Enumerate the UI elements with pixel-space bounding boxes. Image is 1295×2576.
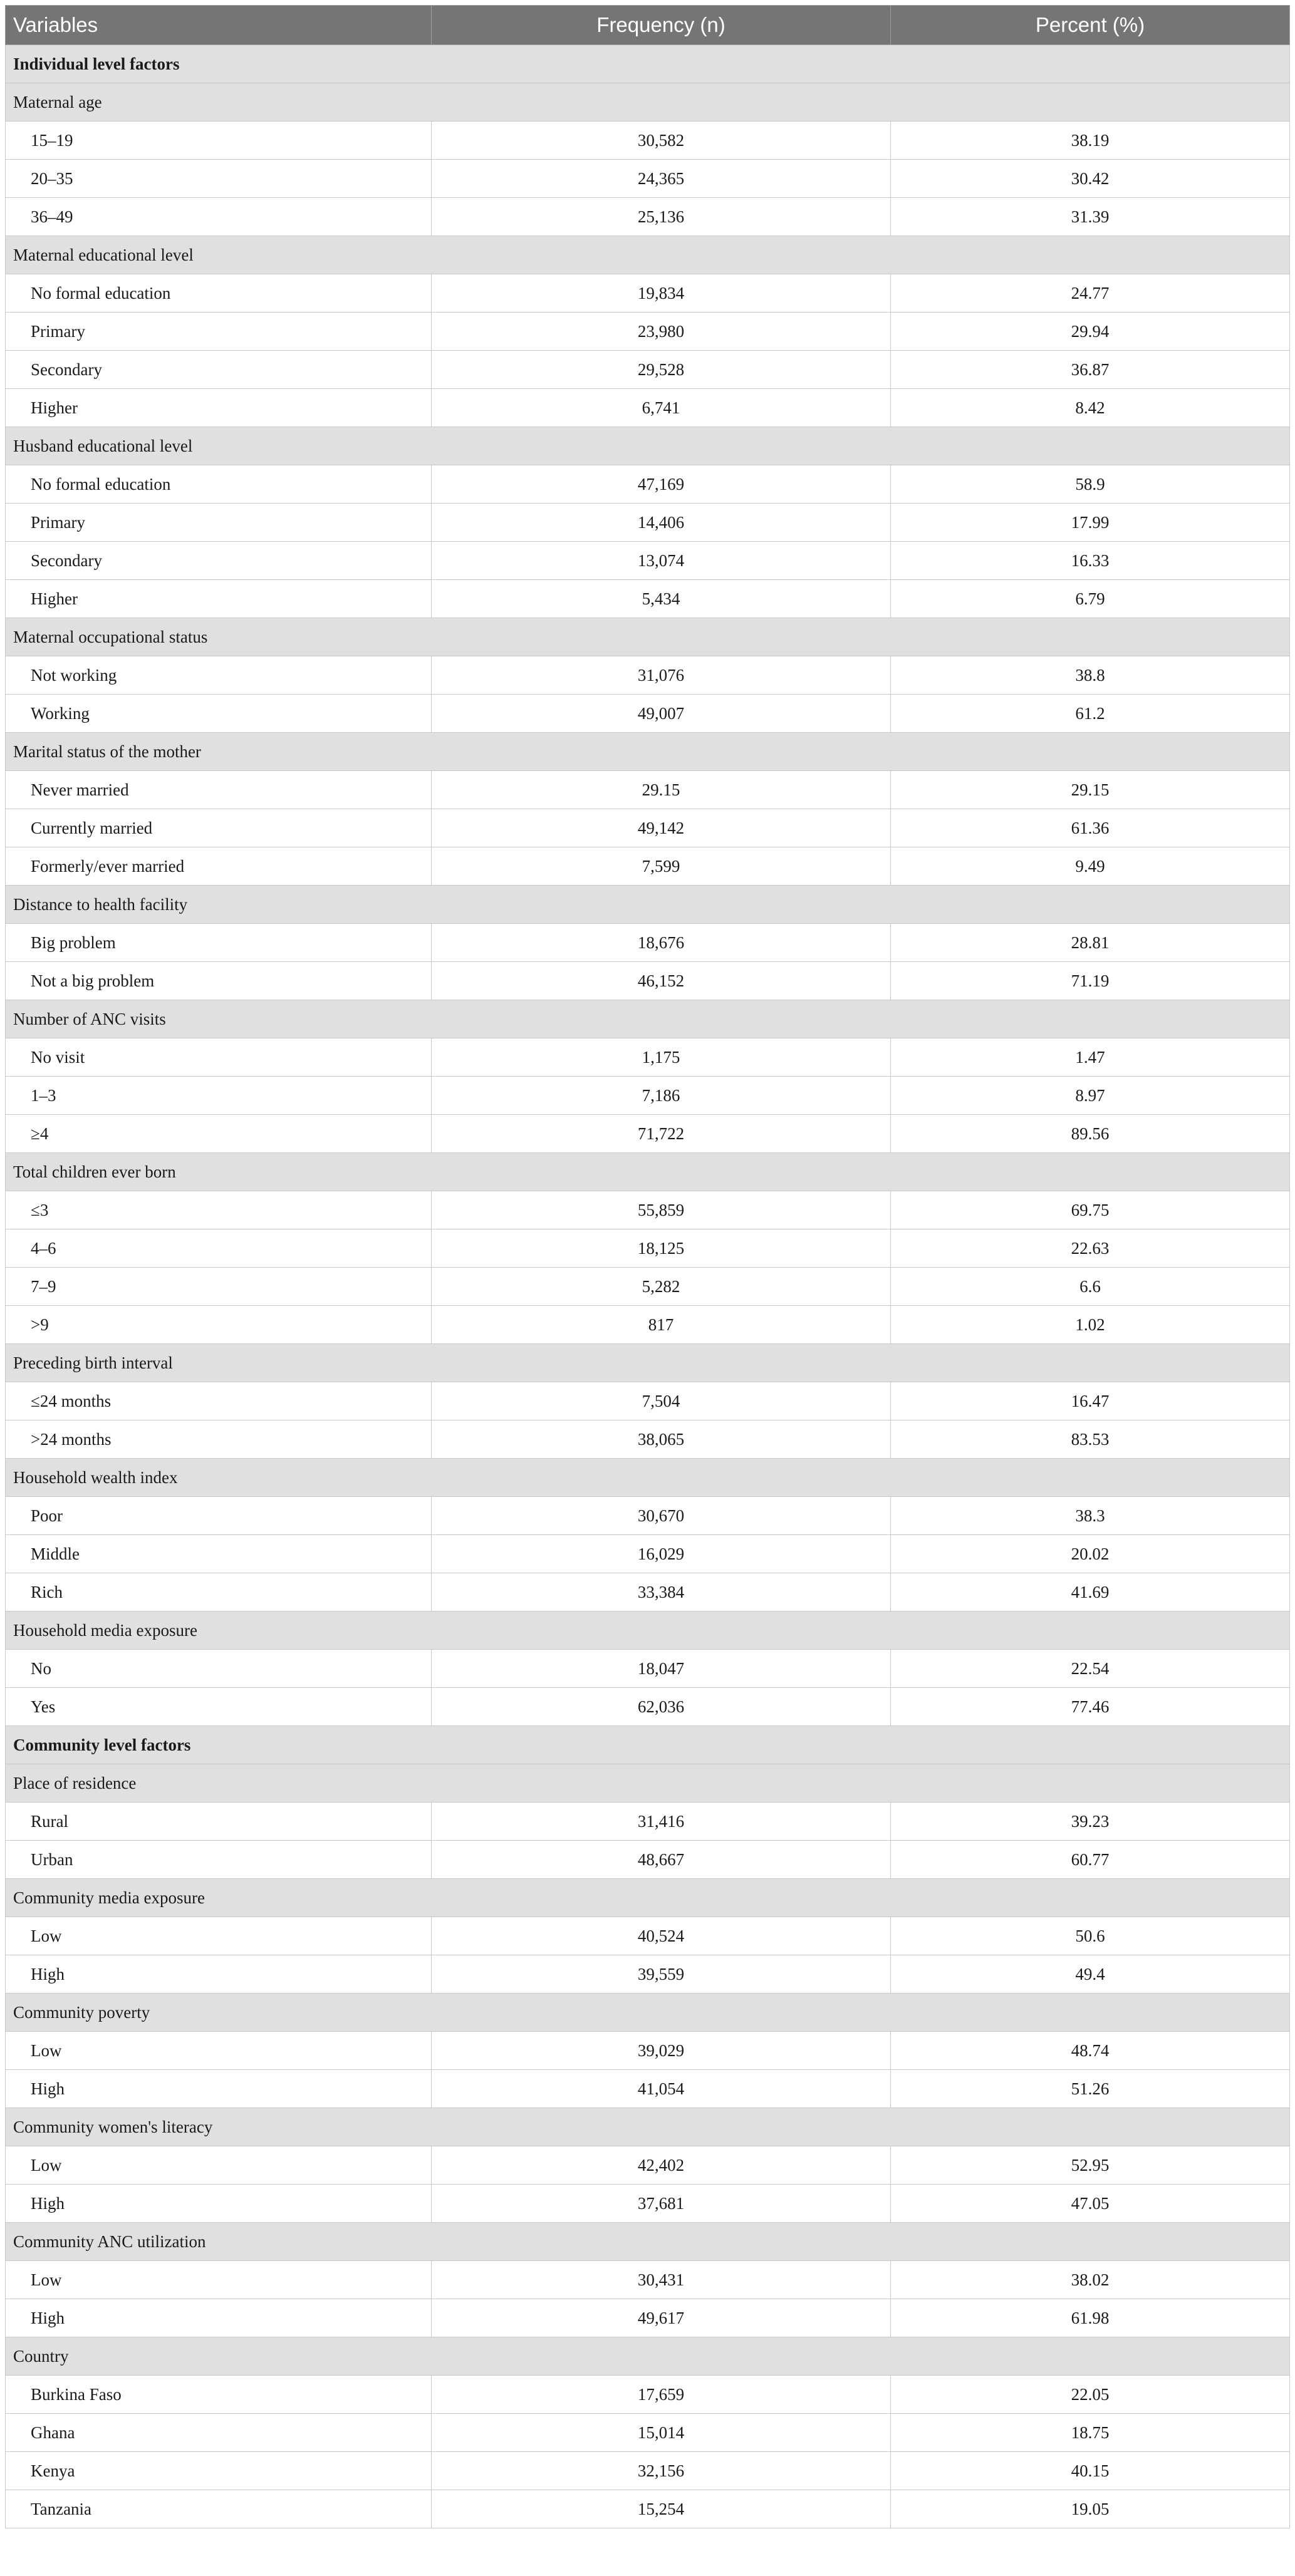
section-header-row	[6, 45, 1290, 83]
frequency-cell: 25,136	[432, 198, 891, 236]
frequency-cell: 30,431	[432, 2261, 891, 2299]
table-row	[6, 198, 1290, 236]
frequency-cell: 817	[432, 1306, 891, 1344]
percent-cell: 9.49	[891, 847, 1290, 886]
percent-cell: 38.19	[891, 122, 1290, 160]
percent-cell: 49.4	[891, 1955, 1290, 1994]
table-row	[6, 580, 1290, 618]
table-row	[6, 465, 1290, 504]
percent-cell: 36.87	[891, 351, 1290, 389]
percent-cell: 30.42	[891, 160, 1290, 198]
percent-cell: 50.6	[891, 1917, 1290, 1955]
row-label: Higher	[6, 580, 432, 618]
group-label: Country	[6, 2337, 1290, 2376]
percent-cell: 19.05	[891, 2490, 1290, 2528]
table-row	[6, 1191, 1290, 1229]
group-header-row	[6, 1611, 1290, 1650]
frequency-cell: 1,175	[432, 1038, 891, 1077]
row-label: Yes	[6, 1688, 432, 1726]
percent-cell: 29.15	[891, 771, 1290, 809]
section-header-row	[6, 1726, 1290, 1764]
frequency-cell: 7,186	[432, 1077, 891, 1115]
percent-cell: 8.97	[891, 1077, 1290, 1115]
header-frequency: Frequency (n)	[432, 6, 891, 45]
group-label: Maternal educational level	[6, 236, 1290, 274]
table-row	[6, 1803, 1290, 1841]
frequency-cell: 24,365	[432, 160, 891, 198]
row-label: >24 months	[6, 1420, 432, 1459]
group-label: Husband educational level	[6, 427, 1290, 465]
table-row	[6, 809, 1290, 847]
frequency-cell: 23,980	[432, 313, 891, 351]
row-label: Low	[6, 2261, 432, 2299]
percent-cell: 41.69	[891, 1573, 1290, 1611]
percent-cell: 1.47	[891, 1038, 1290, 1077]
table-row	[6, 1688, 1290, 1726]
row-label: Poor	[6, 1497, 432, 1535]
group-label: Community poverty	[6, 1994, 1290, 2032]
table-row	[6, 1841, 1290, 1879]
row-label: Burkina Faso	[6, 2376, 432, 2414]
group-header-row	[6, 1994, 1290, 2032]
section-label: Community level factors	[6, 1726, 1290, 1764]
percent-cell: 61.98	[891, 2299, 1290, 2337]
percent-cell: 48.74	[891, 2032, 1290, 2070]
table-row	[6, 2146, 1290, 2185]
frequency-cell: 18,125	[432, 1229, 891, 1268]
group-label: Community ANC utilization	[6, 2223, 1290, 2261]
group-header-row	[6, 618, 1290, 656]
group-label: Number of ANC visits	[6, 1000, 1290, 1038]
frequency-cell: 13,074	[432, 542, 891, 580]
table-row	[6, 1268, 1290, 1306]
frequency-cell: 41,054	[432, 2070, 891, 2108]
row-label: Tanzania	[6, 2490, 432, 2528]
frequency-cell: 71,722	[432, 1115, 891, 1153]
table-row	[6, 1573, 1290, 1611]
frequency-cell: 38,065	[432, 1420, 891, 1459]
percent-cell: 58.9	[891, 465, 1290, 504]
group-header-row	[6, 2223, 1290, 2261]
table-row	[6, 2185, 1290, 2223]
frequency-cell: 42,402	[432, 2146, 891, 2185]
frequency-cell: 15,014	[432, 2414, 891, 2452]
group-label: Marital status of the mother	[6, 733, 1290, 771]
table-row	[6, 1535, 1290, 1573]
table-row	[6, 389, 1290, 427]
frequency-cell: 31,416	[432, 1803, 891, 1841]
row-label: Higher	[6, 389, 432, 427]
table-row	[6, 2490, 1290, 2528]
group-header-row	[6, 1879, 1290, 1917]
table-row	[6, 1917, 1290, 1955]
frequency-cell: 49,142	[432, 809, 891, 847]
row-label: Kenya	[6, 2452, 432, 2490]
row-label: High	[6, 2070, 432, 2108]
row-label: High	[6, 1955, 432, 1994]
percent-cell: 24.77	[891, 274, 1290, 313]
row-label: Secondary	[6, 542, 432, 580]
frequency-cell: 17,659	[432, 2376, 891, 2414]
group-header-row	[6, 1764, 1290, 1803]
frequency-cell: 29,528	[432, 351, 891, 389]
row-label: Big problem	[6, 924, 432, 962]
percent-cell: 61.2	[891, 695, 1290, 733]
group-label: Total children ever born	[6, 1153, 1290, 1191]
row-label: Never married	[6, 771, 432, 809]
frequency-cell: 46,152	[432, 962, 891, 1000]
header-row	[6, 6, 1290, 45]
table-row	[6, 962, 1290, 1000]
table-row	[6, 1229, 1290, 1268]
table-row	[6, 1115, 1290, 1153]
row-label: Working	[6, 695, 432, 733]
table-row	[6, 1306, 1290, 1344]
frequency-cell: 33,384	[432, 1573, 891, 1611]
percent-cell: 16.47	[891, 1382, 1290, 1420]
table-row	[6, 1650, 1290, 1688]
row-label: Not a big problem	[6, 962, 432, 1000]
group-label: Place of residence	[6, 1764, 1290, 1803]
percent-cell: 18.75	[891, 2414, 1290, 2452]
frequency-cell: 31,076	[432, 656, 891, 695]
percent-cell: 83.53	[891, 1420, 1290, 1459]
row-label: 1–3	[6, 1077, 432, 1115]
table-header	[6, 6, 1290, 45]
group-header-row	[6, 1000, 1290, 1038]
row-label: Low	[6, 1917, 432, 1955]
frequency-cell: 48,667	[432, 1841, 891, 1879]
frequency-cell: 30,582	[432, 122, 891, 160]
row-label: Ghana	[6, 2414, 432, 2452]
frequency-cell: 5,282	[432, 1268, 891, 1306]
frequency-cell: 14,406	[432, 504, 891, 542]
group-label: Preceding birth interval	[6, 1344, 1290, 1382]
row-label: Primary	[6, 504, 432, 542]
group-header-row	[6, 236, 1290, 274]
frequency-cell: 18,676	[432, 924, 891, 962]
row-label: High	[6, 2299, 432, 2337]
row-label: Currently married	[6, 809, 432, 847]
group-header-row	[6, 83, 1290, 122]
percent-cell: 51.26	[891, 2070, 1290, 2108]
table-row	[6, 924, 1290, 962]
frequency-cell: 5,434	[432, 580, 891, 618]
table-row	[6, 1038, 1290, 1077]
table-row	[6, 695, 1290, 733]
table-row	[6, 2032, 1290, 2070]
percent-cell: 60.77	[891, 1841, 1290, 1879]
table-row	[6, 847, 1290, 886]
group-header-row	[6, 886, 1290, 924]
table-row	[6, 1420, 1290, 1459]
frequency-cell: 49,007	[432, 695, 891, 733]
group-label: Community media exposure	[6, 1879, 1290, 1917]
group-label: Distance to health facility	[6, 886, 1290, 924]
table-row	[6, 313, 1290, 351]
header-variables: Variables	[6, 6, 432, 45]
group-header-row	[6, 1459, 1290, 1497]
frequency-cell: 49,617	[432, 2299, 891, 2337]
percent-cell: 17.99	[891, 504, 1290, 542]
row-label: 7–9	[6, 1268, 432, 1306]
group-header-row	[6, 2337, 1290, 2376]
percent-cell: 77.46	[891, 1688, 1290, 1726]
table-row	[6, 2452, 1290, 2490]
row-label: No visit	[6, 1038, 432, 1077]
row-label: 15–19	[6, 122, 432, 160]
percent-cell: 69.75	[891, 1191, 1290, 1229]
frequency-cell: 30,670	[432, 1497, 891, 1535]
row-label: 4–6	[6, 1229, 432, 1268]
group-header-row	[6, 1344, 1290, 1382]
group-header-row	[6, 2108, 1290, 2146]
percent-cell: 89.56	[891, 1115, 1290, 1153]
table-row	[6, 2070, 1290, 2108]
section-label: Individual level factors	[6, 45, 1290, 83]
table-row	[6, 2261, 1290, 2299]
frequency-cell: 7,504	[432, 1382, 891, 1420]
group-label: Household wealth index	[6, 1459, 1290, 1497]
percent-cell: 71.19	[891, 962, 1290, 1000]
percent-cell: 20.02	[891, 1535, 1290, 1573]
percent-cell: 31.39	[891, 198, 1290, 236]
table-row	[6, 1382, 1290, 1420]
row-label: ≤24 months	[6, 1382, 432, 1420]
table-row	[6, 1497, 1290, 1535]
row-label: No formal education	[6, 465, 432, 504]
percent-cell: 16.33	[891, 542, 1290, 580]
frequency-cell: 55,859	[432, 1191, 891, 1229]
row-label: High	[6, 2185, 432, 2223]
table-row	[6, 2376, 1290, 2414]
table-row	[6, 2299, 1290, 2337]
group-label: Community women's literacy	[6, 2108, 1290, 2146]
percent-cell: 28.81	[891, 924, 1290, 962]
percent-cell: 47.05	[891, 2185, 1290, 2223]
row-label: Low	[6, 2032, 432, 2070]
table-row	[6, 504, 1290, 542]
frequency-cell: 18,047	[432, 1650, 891, 1688]
frequency-cell: 47,169	[432, 465, 891, 504]
frequency-cell: 6,741	[432, 389, 891, 427]
table-row	[6, 656, 1290, 695]
group-label: Household media exposure	[6, 1611, 1290, 1650]
table-row	[6, 2414, 1290, 2452]
row-label: No	[6, 1650, 432, 1688]
table-row	[6, 351, 1290, 389]
percent-cell: 39.23	[891, 1803, 1290, 1841]
percent-cell: 1.02	[891, 1306, 1290, 1344]
percent-cell: 6.6	[891, 1268, 1290, 1306]
frequency-cell: 7,599	[432, 847, 891, 886]
row-label: Middle	[6, 1535, 432, 1573]
percent-cell: 8.42	[891, 389, 1290, 427]
percent-cell: 22.63	[891, 1229, 1290, 1268]
frequency-cell: 29.15	[432, 771, 891, 809]
percent-cell: 29.94	[891, 313, 1290, 351]
frequency-cell: 19,834	[432, 274, 891, 313]
row-label: 36–49	[6, 198, 432, 236]
frequency-cell: 62,036	[432, 1688, 891, 1726]
table-row	[6, 1955, 1290, 1994]
group-header-row	[6, 1153, 1290, 1191]
table-row	[6, 160, 1290, 198]
percent-cell: 61.36	[891, 809, 1290, 847]
percent-cell: 38.3	[891, 1497, 1290, 1535]
row-label: Rich	[6, 1573, 432, 1611]
table-row	[6, 1077, 1290, 1115]
frequency-cell: 40,524	[432, 1917, 891, 1955]
percent-cell: 6.79	[891, 580, 1290, 618]
row-label: Urban	[6, 1841, 432, 1879]
frequency-cell: 39,559	[432, 1955, 891, 1994]
row-label: No formal education	[6, 274, 432, 313]
row-label: Rural	[6, 1803, 432, 1841]
table-row	[6, 542, 1290, 580]
row-label: Secondary	[6, 351, 432, 389]
percent-cell: 22.54	[891, 1650, 1290, 1688]
group-label: Maternal age	[6, 83, 1290, 122]
percent-cell: 40.15	[891, 2452, 1290, 2490]
table-row	[6, 122, 1290, 160]
frequency-cell: 15,254	[432, 2490, 891, 2528]
row-label: Primary	[6, 313, 432, 351]
row-label: ≥4	[6, 1115, 432, 1153]
percent-cell: 52.95	[891, 2146, 1290, 2185]
row-label: 20–35	[6, 160, 432, 198]
frequency-cell: 37,681	[432, 2185, 891, 2223]
row-label: Formerly/ever married	[6, 847, 432, 886]
row-label: Not working	[6, 656, 432, 695]
row-label: Low	[6, 2146, 432, 2185]
percent-cell: 22.05	[891, 2376, 1290, 2414]
data-table	[5, 5, 1290, 2528]
percent-cell: 38.8	[891, 656, 1290, 695]
percent-cell: 38.02	[891, 2261, 1290, 2299]
row-label: >9	[6, 1306, 432, 1344]
group-label: Maternal occupational status	[6, 618, 1290, 656]
table-body	[6, 45, 1290, 2528]
group-header-row	[6, 733, 1290, 771]
table-row	[6, 771, 1290, 809]
table-row	[6, 274, 1290, 313]
frequency-cell: 32,156	[432, 2452, 891, 2490]
frequency-cell: 16,029	[432, 1535, 891, 1573]
row-label: ≤3	[6, 1191, 432, 1229]
frequency-cell: 39,029	[432, 2032, 891, 2070]
group-header-row	[6, 427, 1290, 465]
header-percent: Percent (%)	[891, 6, 1290, 45]
